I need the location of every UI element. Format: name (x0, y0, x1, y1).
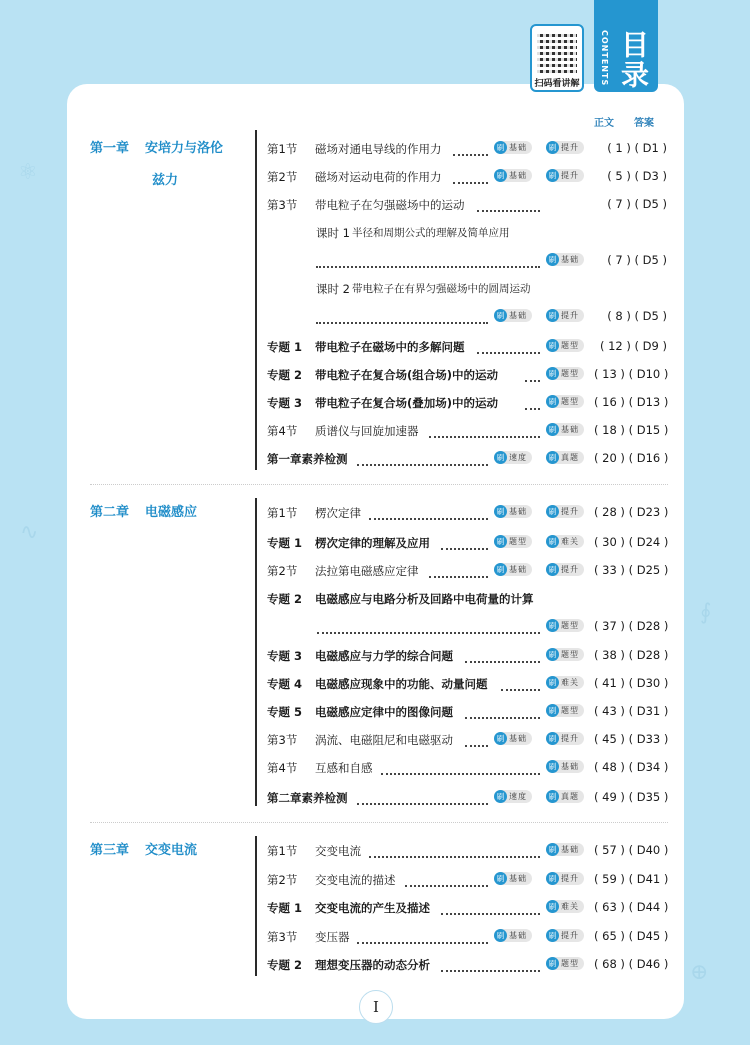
brush-icon: 刷 (546, 423, 559, 436)
toc-entry[interactable] (267, 869, 667, 889)
entry-number: 专题 3 (267, 396, 303, 410)
chapter-label: 第三章 (90, 843, 130, 858)
toc-entry[interactable] (267, 336, 667, 356)
practice-badge[interactable] (546, 367, 584, 380)
page-reference[interactable]: ( 41 ) ( D30 ) (594, 676, 669, 690)
badge-label: 基础 (509, 874, 527, 883)
entry-title: 电磁感应与电路分析及回路中电荷量的计算 (315, 592, 534, 606)
practice-badge[interactable] (546, 619, 584, 632)
practice-badge[interactable] (494, 563, 532, 576)
brush-icon: 刷 (546, 309, 559, 322)
page-reference[interactable]: ( 43 ) ( D31 ) (594, 704, 669, 718)
brush-icon: 刷 (546, 563, 559, 576)
badge-label: 提升 (561, 171, 579, 180)
practice-badge[interactable] (546, 732, 584, 745)
brush-icon: 刷 (494, 169, 507, 182)
entry-title: 楞次定律的理解及应用 (315, 536, 430, 550)
entry-title: 交变电流的产生及描述 (315, 901, 430, 915)
leader-dots (316, 308, 488, 324)
brush-icon: 刷 (494, 929, 507, 942)
page-reference[interactable]: ( 63 ) ( D44 ) (594, 900, 669, 914)
badge-label: 难关 (561, 902, 579, 911)
background-formula: ∿ (20, 520, 39, 545)
section-separator (90, 822, 668, 823)
brush-icon: 刷 (546, 141, 559, 154)
page-reference[interactable]: ( 37 ) ( D28 ) (594, 619, 669, 633)
entry-title: 带电粒子在复合场(组合场)中的运动 (315, 368, 499, 382)
entry-number: 专题 2 (267, 368, 303, 382)
column-header-main: 正文 (594, 118, 614, 129)
leader-dots (453, 140, 488, 156)
brush-icon: 刷 (546, 253, 559, 266)
brush-icon: 刷 (546, 676, 559, 689)
chapter-1[interactable] (90, 136, 224, 188)
badge-label: 基础 (509, 171, 527, 180)
page-reference[interactable]: ( 38 ) ( D28 ) (594, 648, 669, 662)
entry-title: 磁场对运动电荷的作用力 (315, 170, 442, 184)
entry-title: 磁场对通电导线的作用力 (315, 142, 442, 156)
entry-number: 专题 2 (267, 958, 303, 972)
badge-label: 题型 (561, 706, 579, 715)
entry-title: 涡流、电磁阻尼和电磁驱动 (315, 733, 453, 747)
brush-icon: 刷 (494, 732, 507, 745)
entry-number: 第3节 (267, 930, 298, 944)
practice-badge[interactable] (546, 760, 584, 773)
leader-dots (429, 562, 488, 578)
toc-entry[interactable] (267, 701, 667, 721)
practice-badge[interactable] (494, 309, 532, 322)
contents-tab (594, 0, 658, 92)
page-reference[interactable]: ( 8 ) ( D5 ) (607, 309, 667, 323)
background-formula: ⊕ (690, 960, 709, 985)
brush-icon: 刷 (494, 451, 507, 464)
toc-entry[interactable] (267, 787, 667, 807)
badge-label: 题型 (561, 650, 579, 659)
page-reference[interactable]: ( 33 ) ( D25 ) (594, 563, 669, 577)
entry-number: 第3节 (267, 733, 298, 747)
brush-icon: 刷 (494, 872, 507, 885)
page-reference[interactable]: ( 57 ) ( D40 ) (594, 843, 669, 857)
entry-title: 电磁感应与力学的综合问题 (315, 649, 453, 663)
page-reference[interactable]: ( 12 ) ( D9 ) (599, 339, 667, 353)
badge-label: 速度 (509, 453, 527, 462)
leader-dots (465, 647, 540, 663)
brush-icon: 刷 (546, 704, 559, 717)
page-reference[interactable]: ( 7 ) ( D5 ) (607, 253, 667, 267)
badge-label: 提升 (561, 931, 579, 940)
entry-number: 第3节 (267, 198, 298, 212)
toc-entry[interactable] (316, 222, 667, 267)
entry-title: 第一章素养检测 (267, 452, 348, 466)
title-en: CONTENTS (600, 30, 609, 87)
badge-label: 题型 (561, 341, 579, 350)
entry-title: 第二章素养检测 (267, 791, 348, 805)
qr-code-box[interactable] (530, 24, 584, 92)
leader-dots (465, 731, 488, 747)
badge-label: 基础 (509, 507, 527, 516)
leader-dots (477, 338, 540, 354)
entry-number: 第2节 (267, 564, 298, 578)
page-reference[interactable]: ( 45 ) ( D33 ) (594, 732, 669, 746)
leader-dots (465, 703, 540, 719)
practice-badge[interactable] (546, 704, 584, 717)
toc-entry[interactable] (267, 138, 667, 158)
practice-badge[interactable] (546, 505, 584, 518)
toc-entry[interactable] (267, 673, 667, 693)
page-reference[interactable]: ( 7 ) ( D5 ) (607, 197, 667, 211)
badge-label: 提升 (561, 143, 579, 152)
practice-badge[interactable] (494, 790, 532, 803)
page-title: 目录 (617, 30, 650, 90)
entry-title: 电磁感应现象中的功能、动量问题 (315, 677, 488, 691)
badge-label: 题型 (561, 397, 579, 406)
entry-number: 课时 1 (316, 226, 350, 240)
practice-badge[interactable] (546, 395, 584, 408)
entry-title: 带电粒子在匀强磁场中的运动 (315, 198, 465, 212)
toc-entry[interactable] (316, 278, 667, 323)
entry-number: 第1节 (267, 506, 298, 520)
practice-badge[interactable] (494, 732, 532, 745)
page-number: I (359, 990, 393, 1024)
column-header-answer: 答案 (634, 118, 654, 129)
badge-label: 基础 (561, 762, 579, 771)
chapter-1-divider (255, 130, 257, 470)
practice-badge[interactable] (494, 169, 532, 182)
qr-caption: 扫码看讲解 (534, 79, 580, 89)
practice-badge[interactable] (546, 843, 584, 856)
toc-entry[interactable] (267, 729, 667, 749)
entry-number: 专题 1 (267, 901, 303, 915)
practice-badge[interactable] (546, 309, 584, 322)
toc-entry[interactable] (267, 532, 667, 552)
chapter-title-cont: 兹力 (152, 173, 179, 188)
qr-code-icon[interactable] (537, 31, 577, 73)
brush-icon: 刷 (546, 929, 559, 942)
page-reference[interactable]: ( 68 ) ( D46 ) (594, 957, 669, 971)
badge-label: 真题 (561, 792, 579, 801)
leader-dots (441, 534, 488, 550)
entry-number: 专题 1 (267, 536, 303, 550)
practice-badge[interactable] (494, 141, 532, 154)
brush-icon: 刷 (494, 790, 507, 803)
brush-icon: 刷 (494, 309, 507, 322)
badge-label: 基础 (561, 425, 579, 434)
practice-badge[interactable] (494, 929, 532, 942)
toc-entry[interactable] (267, 954, 667, 974)
brush-icon: 刷 (546, 790, 559, 803)
badge-label: 提升 (561, 507, 579, 516)
toc-entry[interactable] (267, 420, 667, 440)
page-reference[interactable]: ( 13 ) ( D10 ) (594, 367, 669, 381)
practice-badge[interactable] (546, 900, 584, 913)
toc-entry[interactable] (267, 588, 669, 633)
toc-entry[interactable] (267, 194, 667, 214)
badge-label: 难关 (561, 537, 579, 546)
badge-label: 题型 (561, 621, 579, 630)
leader-dots (501, 675, 540, 691)
toc-entry[interactable] (267, 166, 667, 186)
background-formula: ∮ (700, 600, 712, 625)
badge-label: 基础 (509, 311, 527, 320)
leader-dots (429, 422, 540, 438)
badge-label: 难关 (561, 678, 579, 687)
badge-label: 题型 (561, 369, 579, 378)
entry-number: 第1节 (267, 844, 298, 858)
leader-dots (453, 168, 488, 184)
page-reference[interactable]: ( 1 ) ( D1 ) (607, 141, 667, 155)
badge-label: 真题 (561, 453, 579, 462)
brush-icon: 刷 (546, 900, 559, 913)
chapter-3-divider (255, 836, 257, 976)
toc-entry[interactable] (267, 560, 667, 580)
brush-icon: 刷 (546, 843, 559, 856)
leader-dots (357, 928, 488, 944)
leader-dots (405, 871, 488, 887)
leader-dots (316, 252, 540, 268)
brush-icon: 刷 (546, 505, 559, 518)
practice-badge[interactable] (546, 253, 584, 266)
page-reference[interactable]: ( 28 ) ( D23 ) (594, 505, 669, 519)
page-reference[interactable]: ( 20 ) ( D16 ) (594, 451, 669, 465)
entry-title: 电磁感应定律中的图像问题 (315, 705, 453, 719)
badge-label: 基础 (509, 734, 527, 743)
badge-label: 题型 (509, 537, 527, 546)
brush-icon: 刷 (546, 451, 559, 464)
badge-label: 题型 (561, 959, 579, 968)
badge-label: 基础 (509, 565, 527, 574)
page-reference[interactable]: ( 5 ) ( D3 ) (607, 169, 667, 183)
chapter-2[interactable] (90, 500, 198, 526)
badge-label: 提升 (561, 734, 579, 743)
leader-dots (441, 956, 540, 972)
chapter-2-divider (255, 498, 257, 806)
practice-badge[interactable] (494, 505, 532, 518)
brush-icon: 刷 (546, 648, 559, 661)
entry-number: 第2节 (267, 873, 298, 887)
badge-label: 基础 (509, 143, 527, 152)
leader-dots (477, 196, 540, 212)
entry-number: 专题 2 (267, 592, 303, 606)
entry-title: 半径和周期公式的理解及简单应用 (352, 227, 510, 239)
entry-title: 交变电流的描述 (315, 873, 396, 887)
practice-badge[interactable] (546, 676, 584, 689)
entry-title: 变压器 (315, 930, 350, 944)
brush-icon: 刷 (494, 505, 507, 518)
leader-dots (381, 759, 540, 775)
entry-number: 第2节 (267, 170, 298, 184)
leader-dots (317, 618, 540, 634)
entry-number: 课时 2 (316, 282, 350, 296)
brush-icon: 刷 (546, 339, 559, 352)
brush-icon: 刷 (546, 872, 559, 885)
practice-badge[interactable] (546, 451, 584, 464)
entry-number: 专题 5 (267, 705, 303, 719)
brush-icon: 刷 (546, 732, 559, 745)
badge-label: 提升 (561, 565, 579, 574)
brush-icon: 刷 (546, 957, 559, 970)
badge-label: 基础 (561, 845, 579, 854)
entry-title: 质谱仪与回旋加速器 (315, 424, 419, 438)
entry-number: 第4节 (267, 761, 298, 775)
entry-title: 理想变压器的动态分析 (315, 958, 430, 972)
badge-label: 基础 (509, 931, 527, 940)
entry-number: 第1节 (267, 142, 298, 156)
brush-icon: 刷 (494, 535, 507, 548)
page-reference[interactable]: ( 30 ) ( D24 ) (594, 535, 669, 549)
page-reference[interactable]: ( 48 ) ( D34 ) (594, 760, 669, 774)
leader-dots (357, 789, 488, 805)
chapter-title: 电磁感应 (145, 505, 198, 520)
practice-badge[interactable] (546, 423, 584, 436)
badge-label: 基础 (561, 255, 579, 264)
brush-icon: 刷 (494, 141, 507, 154)
page-reference[interactable]: ( 18 ) ( D15 ) (594, 423, 669, 437)
brush-icon: 刷 (546, 395, 559, 408)
practice-badge[interactable] (546, 872, 584, 885)
toc-entry[interactable] (267, 448, 667, 468)
toc-entry[interactable] (267, 926, 667, 946)
leader-dots (525, 366, 540, 382)
entry-title: 法拉第电磁感应定律 (315, 564, 419, 578)
entry-title: 互感和自感 (315, 761, 373, 775)
brush-icon: 刷 (546, 619, 559, 632)
practice-badge[interactable] (546, 535, 584, 548)
practice-badge[interactable] (546, 339, 584, 352)
practice-badge[interactable] (546, 141, 584, 154)
entry-title: 交变电流 (315, 844, 361, 858)
leader-dots (357, 450, 488, 466)
entry-number: 专题 4 (267, 677, 303, 691)
entry-number: 第4节 (267, 424, 298, 438)
badge-label: 提升 (561, 874, 579, 883)
toc-entry[interactable] (267, 840, 667, 860)
toc-entry[interactable] (267, 392, 667, 412)
entry-title: 楞次定律 (315, 506, 361, 520)
background-formula: ⚛ (18, 160, 38, 185)
page-reference[interactable]: ( 59 ) ( D41 ) (594, 872, 669, 886)
practice-badge[interactable] (546, 563, 584, 576)
section-separator (90, 484, 668, 485)
practice-badge[interactable] (546, 648, 584, 661)
leader-dots (441, 899, 540, 915)
toc-entry[interactable] (267, 897, 667, 917)
page-reference[interactable]: ( 65 ) ( D45 ) (594, 929, 669, 943)
chapter-label: 第一章 (90, 141, 130, 156)
practice-badge[interactable] (546, 790, 584, 803)
leader-dots (369, 504, 488, 520)
badge-label: 提升 (561, 311, 579, 320)
chapter-title: 交变电流 (145, 843, 198, 858)
leader-dots (369, 842, 540, 858)
entry-title: 带电粒子在复合场(叠加场)中的运动 (315, 396, 499, 410)
entry-title: 带电粒子在磁场中的多解问题 (315, 340, 465, 354)
leader-dots (525, 394, 540, 410)
brush-icon: 刷 (546, 367, 559, 380)
badge-label: 速度 (509, 792, 527, 801)
entry-number: 专题 3 (267, 649, 303, 663)
practice-badge[interactable] (494, 451, 532, 464)
toc-entry[interactable] (267, 364, 667, 384)
brush-icon: 刷 (546, 760, 559, 773)
brush-icon: 刷 (546, 169, 559, 182)
page-reference[interactable]: ( 16 ) ( D13 ) (594, 395, 669, 409)
entry-title: 带电粒子在有界匀强磁场中的圆周运动 (352, 283, 531, 295)
chapter-3[interactable] (90, 838, 198, 864)
page-reference[interactable]: ( 49 ) ( D35 ) (594, 790, 669, 804)
practice-badge[interactable] (546, 957, 584, 970)
practice-badge[interactable] (546, 169, 584, 182)
toc-entry[interactable] (267, 645, 667, 665)
practice-badge[interactable] (546, 929, 584, 942)
brush-icon: 刷 (546, 535, 559, 548)
toc-entry[interactable] (267, 757, 667, 777)
chapter-title: 安培力与洛伦 (145, 141, 224, 156)
brush-icon: 刷 (494, 563, 507, 576)
practice-badge[interactable] (494, 535, 532, 548)
practice-badge[interactable] (494, 872, 532, 885)
chapter-label: 第二章 (90, 505, 130, 520)
toc-entry[interactable] (267, 502, 667, 522)
entry-number: 专题 1 (267, 340, 303, 354)
